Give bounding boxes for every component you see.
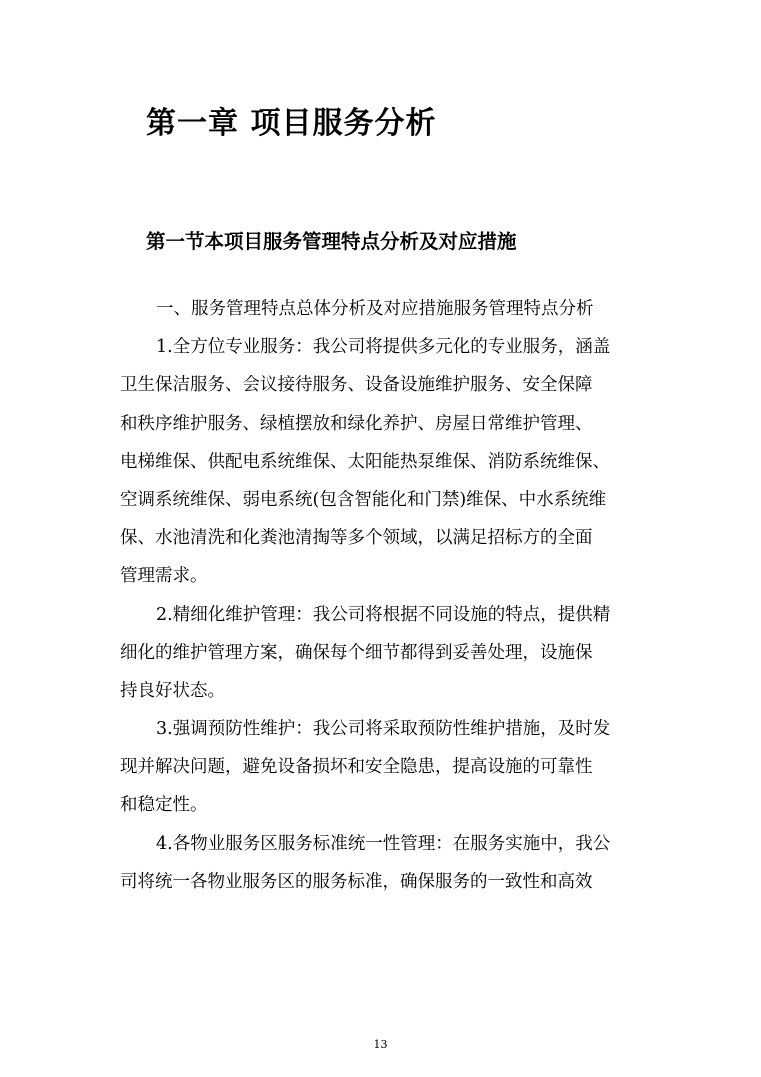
section-title: 第一节本项目服务管理特点分析及对应措施 — [146, 230, 517, 253]
paragraph-line: 管理需求。 — [120, 566, 208, 587]
paragraph-line: 司将统一各物业服务区的服务标准，确保服务的一致性和高效 — [120, 871, 593, 892]
paragraph-line: 卫生保洁服务、会议接待服务、设备设施维护服务、安全保障 — [120, 375, 593, 396]
subheading: 一、服务管理特点总体分析及对应措施服务管理特点分析 — [156, 299, 594, 319]
paragraph-line: 1.全方位专业服务：我公司将提供多元化的专业服务，涵盖 — [156, 337, 611, 358]
paragraph-line: 空调系统维保、弱电系统(包含智能化和门禁)维保、中水系统维 — [120, 489, 607, 510]
page-number: 13 — [373, 1038, 388, 1051]
paragraph-line: 现并解决问题，避免设备损坏和安全隐患，提高设施的可靠性 — [120, 757, 593, 778]
paragraph-line: 2.精细化维护管理：我公司将根据不同设施的特点，提供精 — [156, 604, 611, 625]
paragraph-line: 4.各物业服务区服务标准统一性管理：在服务实施中，我公 — [156, 833, 611, 854]
paragraph-line: 持良好状态。 — [120, 680, 225, 701]
paragraph-line: 电梯维保、供配电系统维保、太阳能热泵维保、消防系统维保、 — [120, 451, 610, 472]
paragraph-line: 保、水池清洗和化粪池清掏等多个领域，以满足招标方的全面 — [120, 528, 593, 549]
paragraph-line: 和稳定性。 — [120, 795, 208, 816]
chapter-title: 第一章 项目服务分析 — [146, 106, 437, 141]
paragraph-line: 细化的维护管理方案，确保每个细节都得到妥善处理，设施保 — [120, 642, 593, 663]
paragraph-line: 3.强调预防性维护：我公司将采取预防性维护措施，及时发 — [156, 719, 611, 740]
body-text — [120, 293, 640, 904]
paragraph-line: 和秩序维护服务、绿植摆放和绿化养护、房屋日常维护管理、 — [120, 413, 593, 434]
